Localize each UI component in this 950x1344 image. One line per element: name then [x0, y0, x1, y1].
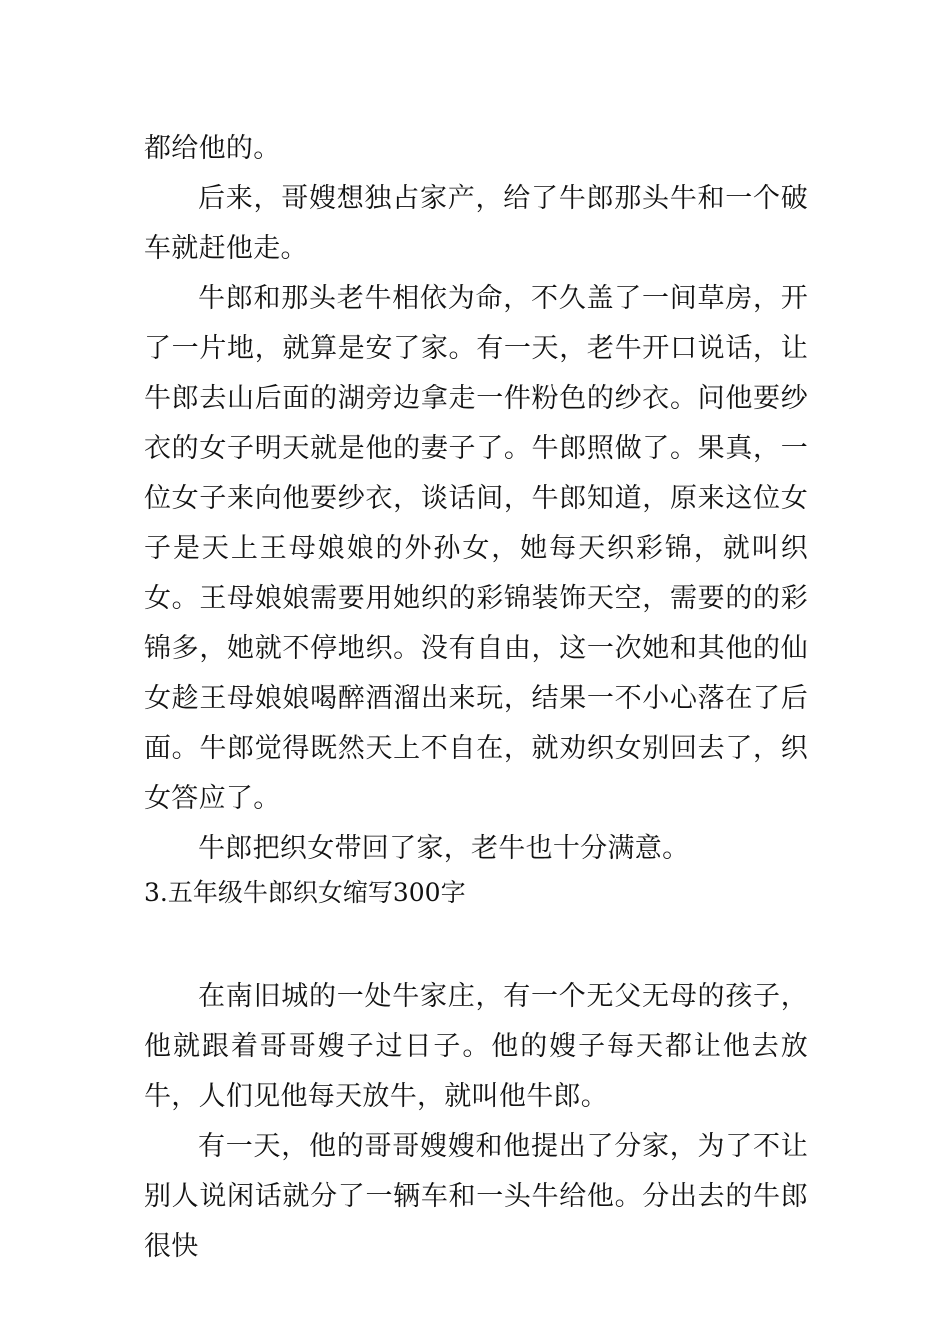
body-text-top	[144, 124, 808, 874]
paragraph: 后来，哥嫂想独占家产，给了牛郎那头牛和一个破车就赶他走。	[144, 183, 808, 264]
paragraph: 在南旧城的一处牛家庄，有一个无父无母的孩子，他就跟着哥哥嫂子过日子。他的嫂子每天都让他去放牛，人们见他每天放牛，就叫他牛郎。	[144, 981, 808, 1112]
paragraph: 有一天，他的哥哥嫂嫂和他提出了分家，为了不让别人说闲话就分了一辆车和一头牛给他。分出去的牛郎很快	[144, 1131, 808, 1262]
body-text-bottom	[144, 972, 808, 1272]
paragraph-continuation: 都给他的。	[144, 133, 281, 164]
paragraph: 牛郎和那头老牛相依为命，不久盖了一间草房，开了一片地，就算是安了家。有一天，老牛开口说话，让牛郎去山后面的湖旁边拿走一件粉色的纱衣。问他要纱衣的女子明天就是他的妻子了。牛郎照做了。果真，一位女子来向他要纱衣，谈话间，牛郎知道，原来这位女子是天上王母娘娘的外孙女，她每天织彩锦，就叫织女。王母娘娘需要用她织的彩锦装饰天空，需要的的彩锦多，她就不停地织。没有自由，这一次她和其他的仙女趁王母娘娘喝醉酒溜出来玩，结果一不小心落在了后面。牛郎觉得既然天上不自在，就劝织女别回去了，织女答应了。	[144, 283, 808, 814]
paragraph: 牛郎把织女带回了家，老牛也十分满意。	[198, 833, 690, 864]
section-heading: 3.五年级牛郎织女缩写300字	[144, 878, 466, 907]
